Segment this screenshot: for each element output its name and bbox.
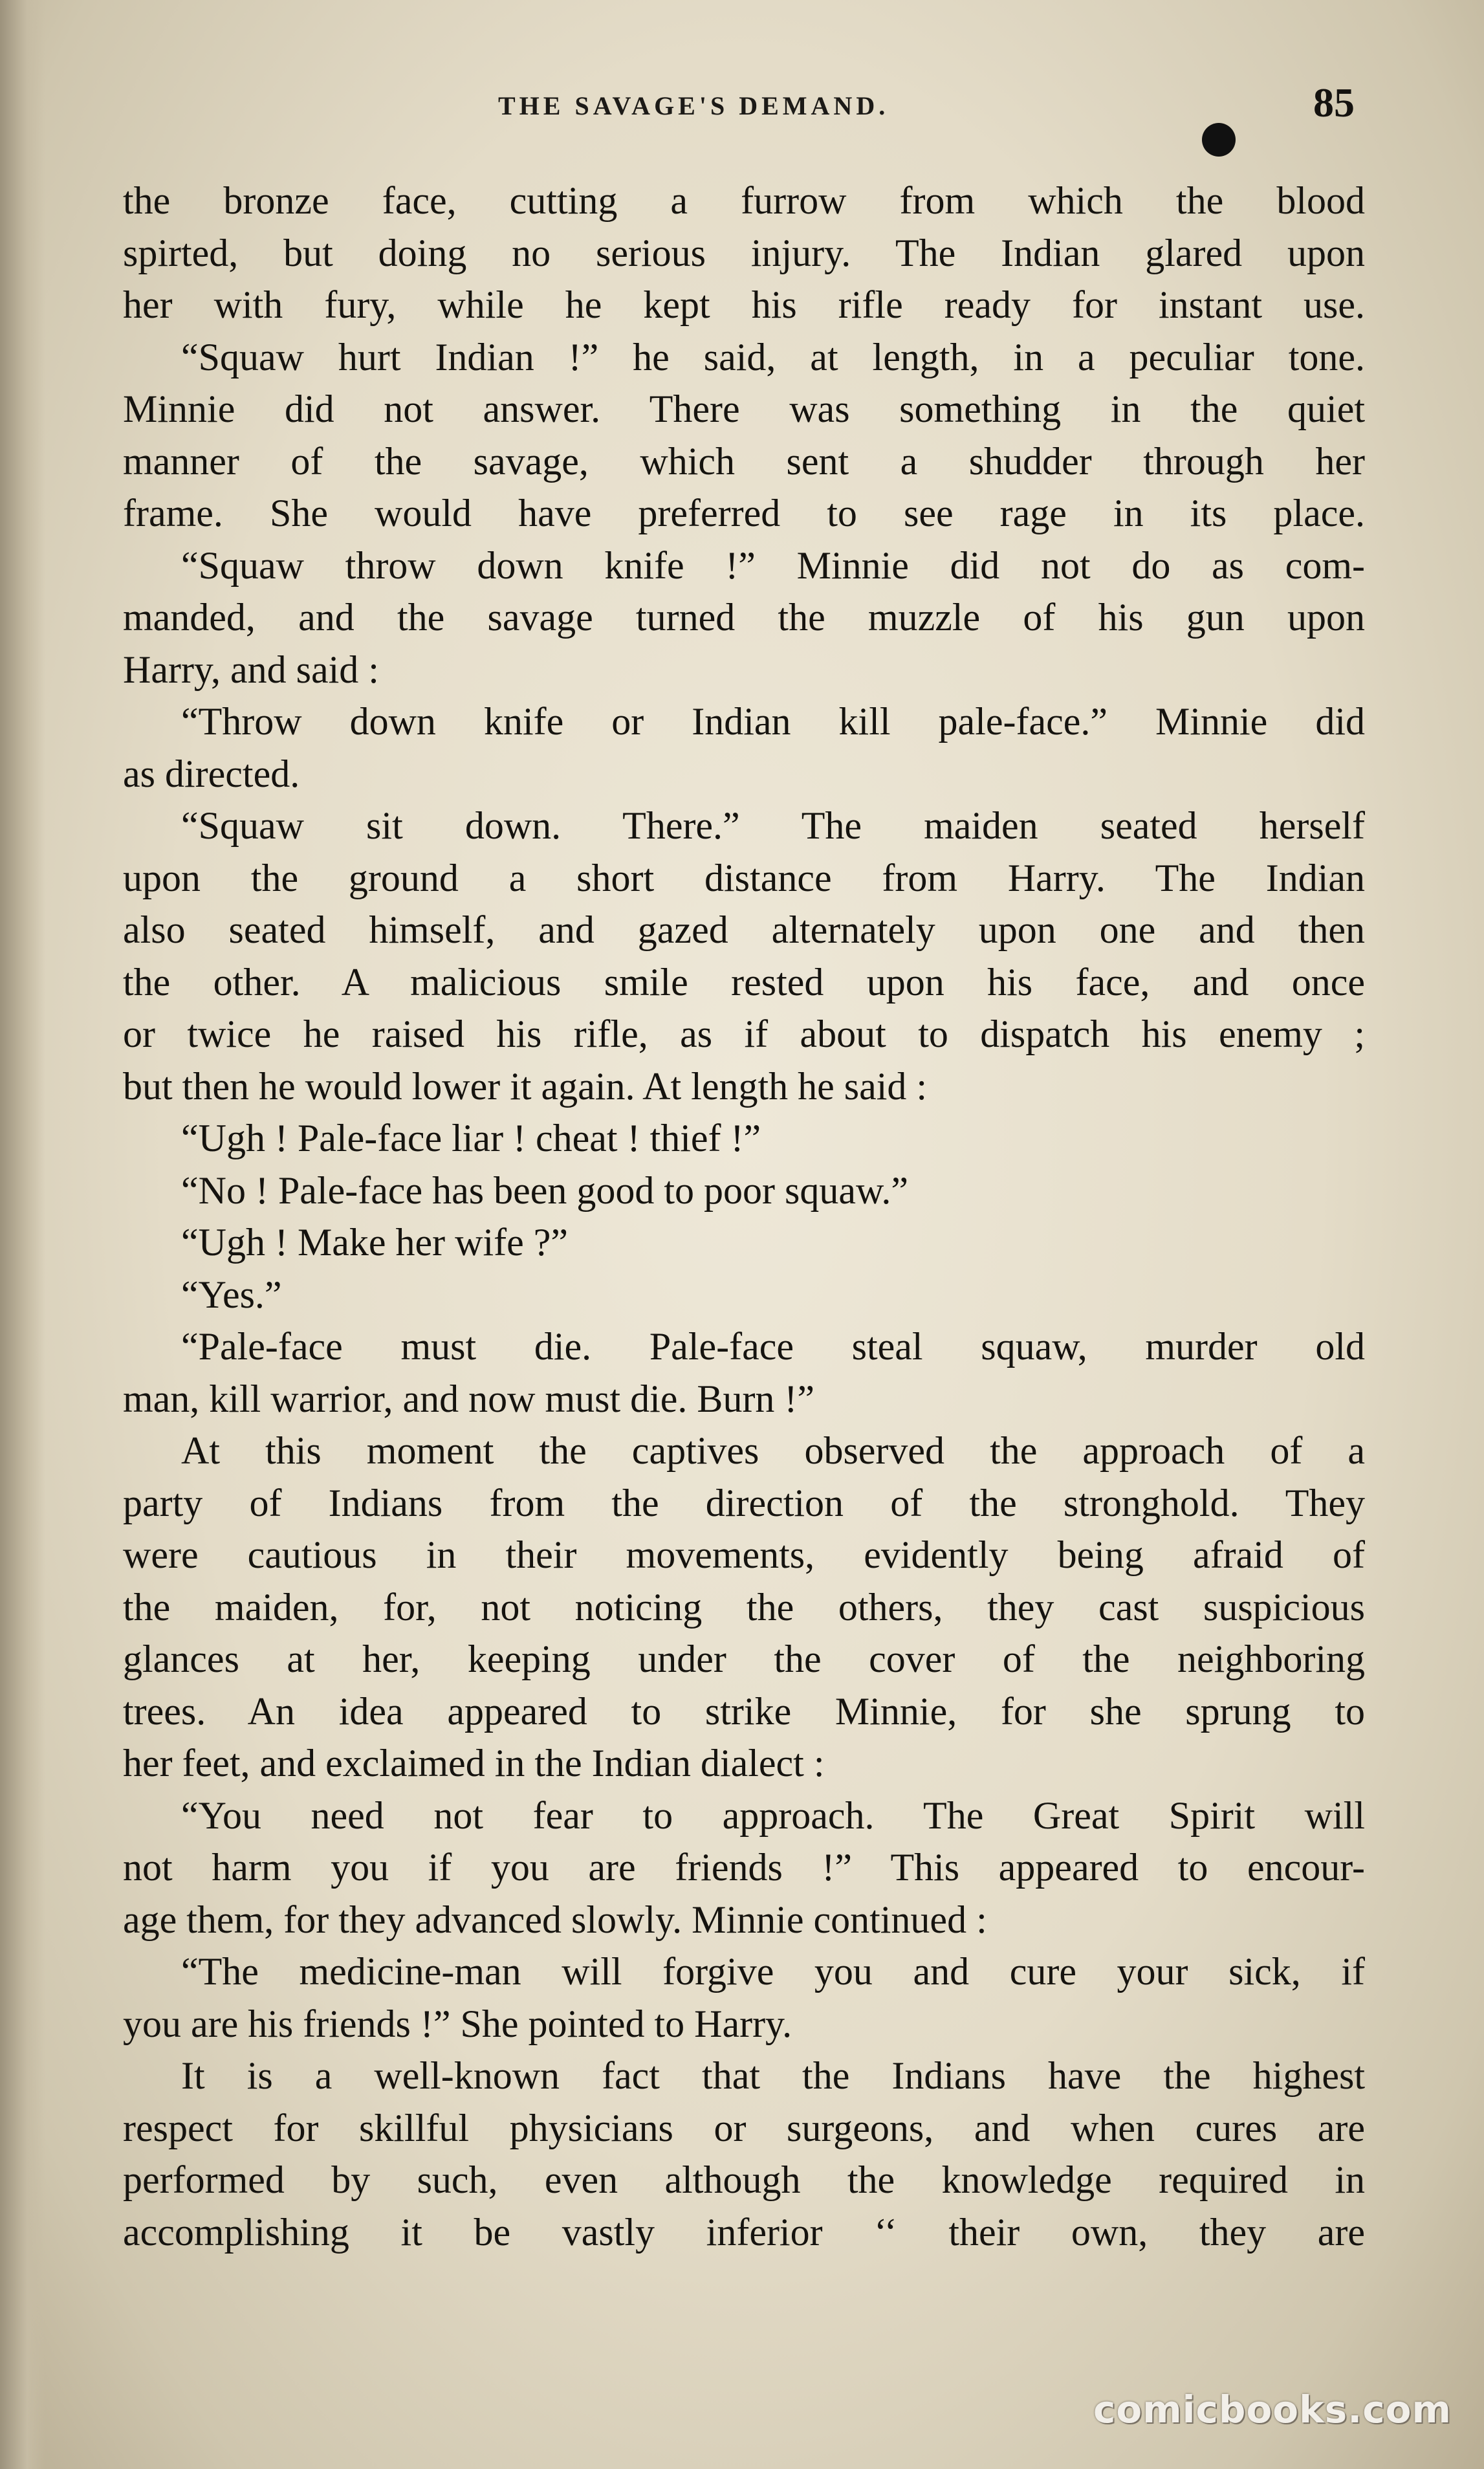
text-line: man, kill warrior, and now must die. Burn !” xyxy=(123,1377,815,1420)
text-line: also seated himself, and gazed alternately upon one and then xyxy=(123,908,1365,951)
text-line: performed by such, even although the knowledge required in xyxy=(123,2158,1365,2201)
text-line: but then he would lower it again. At length he said : xyxy=(123,1064,928,1108)
text-line: or twice he raised his rifle, as if about to dispatch his enemy ; xyxy=(123,1013,1365,1055)
text-line: glances at her, keeping under the cover of the neighboring xyxy=(123,1638,1365,1680)
ink-spot xyxy=(1202,123,1236,157)
text-line: spirted, but doing no serious injury. The Indian glared upon xyxy=(123,231,1365,274)
text-line: you are his friends !” She pointed to Harry. xyxy=(123,2002,792,2045)
text-line: “Squaw sit down. There.” The maiden seated herself xyxy=(181,804,1365,847)
text-line: her with fury, while he kept his rifle ready for instant use. xyxy=(123,283,1365,326)
text-line: “Ugh ! Pale-face liar ! cheat ! thief !” xyxy=(181,1117,761,1159)
site-watermark: comicbooks.com xyxy=(1093,2387,1452,2431)
running-title: THE SAVAGE'S DEMAND. xyxy=(498,91,889,120)
text-line: “No ! Pale-face has been good to poor squaw.” xyxy=(181,1169,909,1212)
body-text xyxy=(123,175,1365,2258)
text-line: “Ugh ! Make her wife ?” xyxy=(181,1221,569,1264)
text-line: not harm you if you are friends !” This appeared to encour- xyxy=(123,1846,1365,1889)
page-edge-shadow xyxy=(0,0,45,2469)
text-line: “Throw down knife or Indian kill pale-face.” Minnie did xyxy=(181,700,1365,743)
text-line: age them, for they advanced slowly. Minnie continued : xyxy=(123,1898,987,1941)
text-line: her feet, and exclaimed in the Indian dialect : xyxy=(123,1742,825,1784)
text-line: accomplishing it be vastly inferior ‘‘ their own, they are xyxy=(123,2210,1365,2254)
text-line: frame. She would have preferred to see rage in its place. xyxy=(123,492,1365,534)
text-line: the bronze face, cutting a furrow from which the blood xyxy=(123,179,1365,222)
text-line: It is a well-known fact that the Indians have the highest xyxy=(181,2054,1365,2097)
text-line: manner of the savage, which sent a shudder through her xyxy=(123,439,1365,483)
text-line: Harry, and said : xyxy=(123,648,379,691)
text-line: trees. An idea appeared to strike Minnie, for she sprung to xyxy=(123,1689,1365,1733)
text-line: as directed. xyxy=(123,752,300,795)
text-line: “The medicine-man will forgive you and cure your sick, if xyxy=(181,1950,1365,1993)
text-line: “Squaw hurt Indian !” he said, at length, in a peculiar tone. xyxy=(181,335,1365,379)
text-line: “You need not fear to approach. The Great Spirit will xyxy=(181,1794,1365,1837)
text-line: the maiden, for, not noticing the others, they cast suspicious xyxy=(123,1585,1365,1629)
page-number: 85 xyxy=(1313,80,1355,126)
text-line: At this moment the captives observed the approach of a xyxy=(181,1429,1365,1472)
text-line: “Yes.” xyxy=(181,1273,282,1316)
text-line: party of Indians from the direction of the stronghold. They xyxy=(123,1481,1365,1524)
text-line: respect for skillful physicians or surgeons, and when cures are xyxy=(123,2106,1365,2149)
text-line: Minnie did not answer. There was something in the quiet xyxy=(123,388,1365,430)
text-line: “Pale-face must die. Pale-face steal squaw, murder old xyxy=(181,1325,1365,1368)
text-line: upon the ground a short distance from Harry. The Indian xyxy=(123,856,1365,899)
text-line: were cautious in their movements, evidently being afraid of xyxy=(123,1533,1365,1576)
text-line: manded, and the savage turned the muzzle of his gun upon xyxy=(123,596,1365,639)
text-line: “Squaw throw down knife !” Minnie did not do as com- xyxy=(181,543,1365,587)
text-line: the other. A malicious smile rested upon his face, and once xyxy=(123,960,1365,1004)
